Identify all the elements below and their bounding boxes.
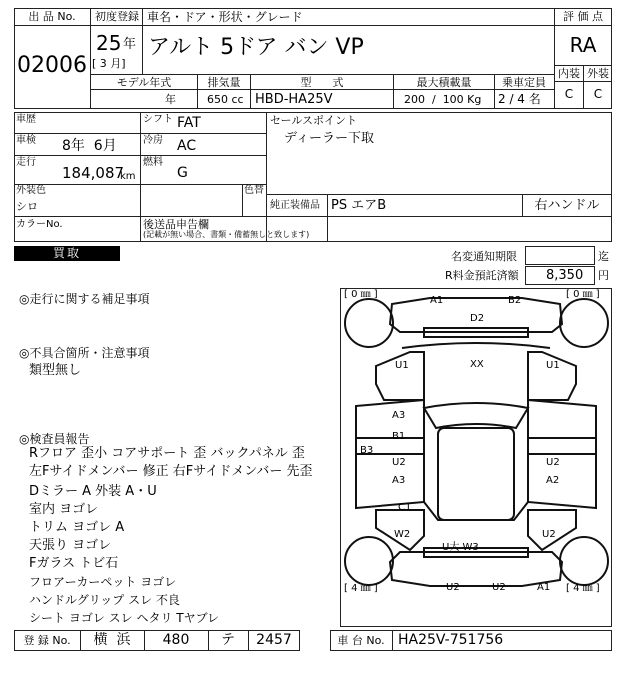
damage-mark: U大 W3	[442, 542, 479, 553]
inspector-line: フロアーカーペット ヨゴレ	[29, 575, 177, 589]
fuel-value: G	[177, 165, 188, 181]
damage-mark: U2	[392, 457, 406, 468]
model-year-value: 年	[165, 93, 176, 106]
recycle-fee-label: R料金預託済額	[445, 269, 519, 282]
inspector-report-heading: ◎検査員報告	[19, 432, 90, 446]
damage-mark: U1	[546, 360, 560, 371]
lot-number-label: 出 品 No.	[28, 10, 76, 23]
equipment-label: 純正装備品	[270, 200, 320, 211]
name-change-deadline-label: 名変通知期限	[451, 250, 517, 263]
first-registration-year: 25	[96, 31, 122, 55]
damage-mark: A1	[537, 582, 551, 593]
color-no-label: カラーNo.	[16, 219, 63, 230]
first-registration-month: [ 3 月]	[92, 57, 126, 70]
damage-mark: W2	[394, 529, 411, 540]
tire-depth-rear-left: [ 4 ㎜ ]	[344, 583, 378, 594]
mileage-label: 走行	[16, 157, 36, 168]
damage-mark: C1	[398, 502, 412, 513]
damage-mark: A2	[546, 475, 560, 486]
registration-area: 横 浜	[93, 632, 131, 648]
inspector-line: 天張り ヨゴレ	[29, 538, 112, 553]
damage-mark: U2	[546, 457, 560, 468]
damage-mark: D2	[470, 313, 485, 324]
aftermarket-note: (記載が無い場合、書類・備蓄無しと致します)	[143, 230, 310, 239]
damage-mark: U2	[446, 582, 460, 593]
aftermarket-label: 後送品申告欄	[143, 218, 209, 231]
mileage-value: 184,087	[62, 164, 125, 182]
score-label: 評 価 点	[563, 10, 603, 23]
car-name-label: 車名・ドア・形状・グレード	[147, 10, 303, 24]
driving-notes-heading: ◎走行に関する補足事項	[19, 292, 150, 306]
damage-mark: XX	[470, 359, 484, 370]
inspector-line: 室内 ヨゴレ	[29, 502, 99, 517]
chassis-number: HA25V-751756	[398, 632, 504, 648]
handle-position: 右ハンドル	[534, 198, 600, 213]
type-label: 型 式	[300, 76, 344, 89]
history-label: 車歴	[16, 114, 36, 125]
displacement-label: 排気量	[207, 76, 241, 89]
registration-class: 480	[162, 632, 190, 648]
tire-depth-front-right: [ 0 ㎜ ]	[566, 289, 600, 300]
type-value: HBD-HA25V	[255, 92, 333, 107]
defect-notes-value: 類型無し	[29, 363, 82, 378]
overall-score: RA	[569, 33, 597, 57]
damage-mark: B2	[508, 295, 522, 306]
mileage-unit: km	[120, 171, 136, 182]
recycle-fee-value: 8,350	[546, 268, 584, 283]
year-unit: 年	[123, 37, 137, 52]
exterior-grade: C	[593, 87, 603, 101]
damage-mark: A3	[392, 410, 406, 421]
equipment-value: PS エアB	[331, 198, 387, 213]
registration-kana: テ	[221, 632, 235, 648]
max-load-label: 最大積載量	[416, 76, 472, 89]
fuel-label: 燃料	[143, 157, 163, 168]
inspector-line: トリム ヨゴレ A	[29, 520, 125, 535]
shift-value: FAT	[177, 115, 201, 131]
registration-label: 登 録 No.	[23, 634, 71, 647]
car-name: アルト 5ドア バン VP	[148, 35, 364, 60]
exterior-color-label: 外装色	[16, 185, 46, 196]
displacement-value: 650 cc	[207, 93, 244, 106]
capacity-value: 2 / 4 名	[498, 92, 541, 106]
inspector-line: Fガラス トビ石	[29, 556, 119, 571]
shift-label: シフト	[143, 114, 173, 125]
damage-mark: U2	[492, 582, 506, 593]
chassis-label: 車 台 No.	[337, 634, 385, 647]
inspector-line: シート ヨゴレ スレ ヘタリ Tヤブレ	[29, 611, 220, 625]
model-year-label: モデル年式	[116, 76, 172, 89]
inspection-value: 8年 6月	[62, 138, 117, 154]
damage-mark: A3	[392, 475, 406, 486]
max-load-value: 200 / 100 Kg	[404, 93, 482, 106]
first-registration-label: 初度登録	[95, 10, 139, 23]
inspector-line: ハンドルグリップ スレ 不良	[29, 593, 180, 607]
sales-point-label: セールスポイント	[270, 114, 358, 127]
purchase-label: 買取	[52, 246, 82, 260]
interior-grade: C	[564, 87, 574, 101]
name-change-deadline-box	[525, 246, 595, 265]
color-change-label: 色替	[244, 185, 264, 196]
lot-number: 02006	[17, 53, 87, 78]
ac-label: 冷房	[143, 135, 163, 146]
inspector-line: 左Fサイドメンバー 修正 右Fサイドメンバー 先歪	[29, 464, 313, 479]
damage-mark: B3	[360, 445, 374, 456]
recycle-fee-unit: 円	[598, 269, 609, 282]
exterior-color-value: シロ	[16, 200, 38, 213]
car-outline-drawing	[340, 288, 612, 627]
damage-mark: B1	[392, 431, 406, 442]
sales-point-value: ディーラー下取	[284, 131, 374, 146]
deadline-unit: 迄	[598, 250, 609, 263]
tire-depth-rear-right: [ 4 ㎜ ]	[566, 583, 600, 594]
capacity-label: 乗車定員	[502, 76, 546, 89]
ac-value: AC	[177, 138, 197, 154]
inspector-line: Rフロア 歪小 コアサポート 歪 バックパネル 歪	[29, 446, 305, 461]
inspection-label: 車検	[16, 135, 36, 146]
defect-notes-heading: ◎不具合箇所・注意事項	[19, 346, 150, 360]
inspector-line: Dミラー A 外装 A・U	[29, 484, 157, 499]
damage-mark: A1	[430, 295, 444, 306]
tire-depth-front-left: [ 0 ㎜ ]	[344, 289, 378, 300]
exterior-grade-label: 外装	[587, 67, 609, 80]
registration-number: 2457	[256, 632, 292, 648]
interior-grade-label: 内装	[558, 67, 580, 80]
damage-mark: U2	[542, 529, 556, 540]
damage-mark: U1	[395, 360, 409, 371]
